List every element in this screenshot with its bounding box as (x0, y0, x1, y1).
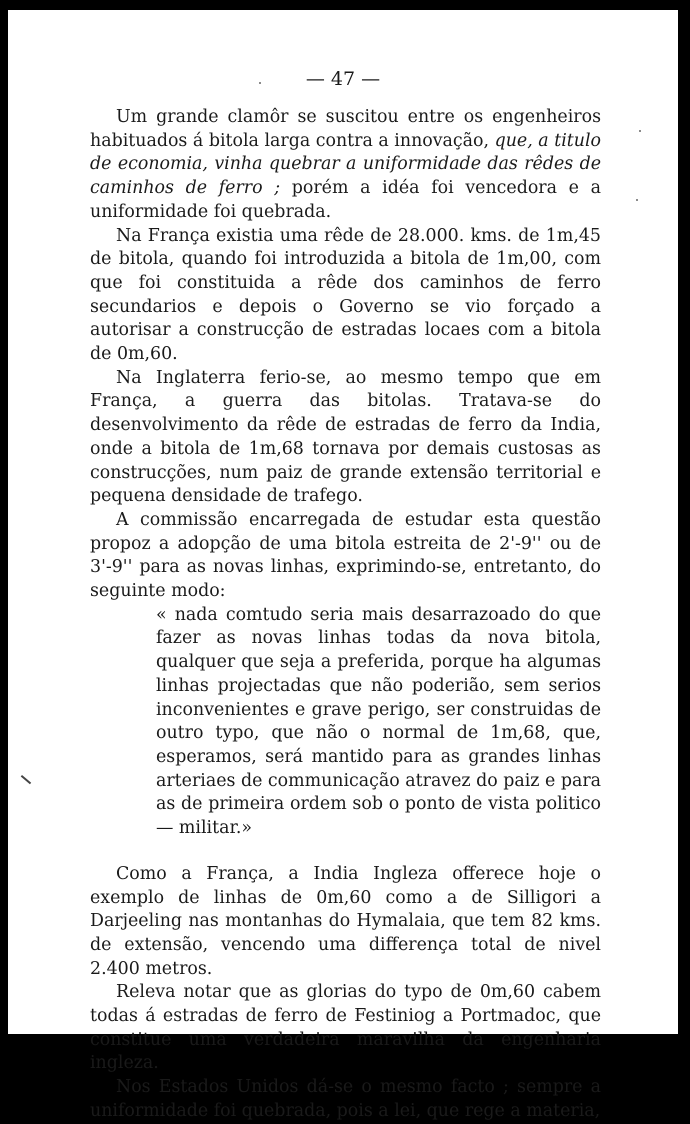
paragraph-text: Um grande clamôr se suscitou entre os engenheiros habituados á bitola larga contra a innovação, (90, 107, 601, 151)
paragraph: A commissão encarregada de estudar esta questão propoz a adopção de uma bitola estreita de 2'-9'' ou de 3'-9'' para as novas linhas, exprimindo-se, entretanto, do seguinte modo: (90, 509, 601, 602)
print-speck (259, 82, 261, 84)
paragraph: Como a França, a India Ingleza offerece hoje o exemplo de linhas de 0m,60 como a de Silligori a Darjeeling nas montanhas do Hymalaia, que tem 82 kms. de extensão, vencendo uma differença total de nivel 2.400 metros. (90, 863, 601, 979)
print-speck (636, 199, 638, 201)
page-number: — 47 — (305, 68, 381, 90)
italic-phrase: que, a titulo de economia, vinha quebrar a uniformidade das rêdes de caminhos de ferro ; (90, 130, 601, 199)
paragraph-text: porém a idéa foi vencedora e a uniformidade foi quebrada. (90, 178, 601, 222)
body-text (90, 106, 601, 1124)
paragraph (90, 106, 601, 225)
margin-mark (21, 775, 31, 784)
print-speck (639, 130, 641, 132)
paragraph: Na Inglaterra ferio-se, ao mesmo tempo que em França, a guerra das bitolas. Tratava-se do desenvolvimento da rêde de estradas de ferro da India, onde a bitola de 1m,68 tornava por demais custosas as construcções, num paiz de grande extensão territorial e pequena densidade de trafego. (90, 367, 601, 507)
block-quote: « nada comtudo seria mais desarrazoado do que fazer as novas linhas todas da nova bitola, qualquer que seja a preferida, porque ha algumas linhas projectadas que não poderião, sem serios inconvenientes e grave perigo, ser construidas de outro typo, que não o normal de 1m,68, que, esperamos, será mantido para as grandes linhas arteriaes de communicação atravez do paiz e para as de primeira ordem sob o ponto de vista politico — militar.» (156, 604, 601, 839)
book-page (8, 10, 678, 1121)
paragraph: Nos Estados Unidos dá-se o mesmo facto ; sempre a uniformidade foi quebrada, pois a lei, que rege a materia, (90, 1077, 601, 1121)
paragraph: Releva notar que as glorias do typo de 0m,60 cabem todas á estradas de ferro de Festiniog a Portmadoc, que constitue uma verdadeira maravilha da engenharia ingleza. (90, 982, 601, 1074)
paragraph: Na França existia uma rêde de 28.000. kms. de 1m,45 de bitola, quando foi introduzida a bitola de 1m,00, com que foi constituida a rêde dos caminhos de ferro secundarios e depois o Governo se vio forçado a autorisar a construcção de estradas locaes com a bitola de 0m,60. (90, 225, 601, 365)
